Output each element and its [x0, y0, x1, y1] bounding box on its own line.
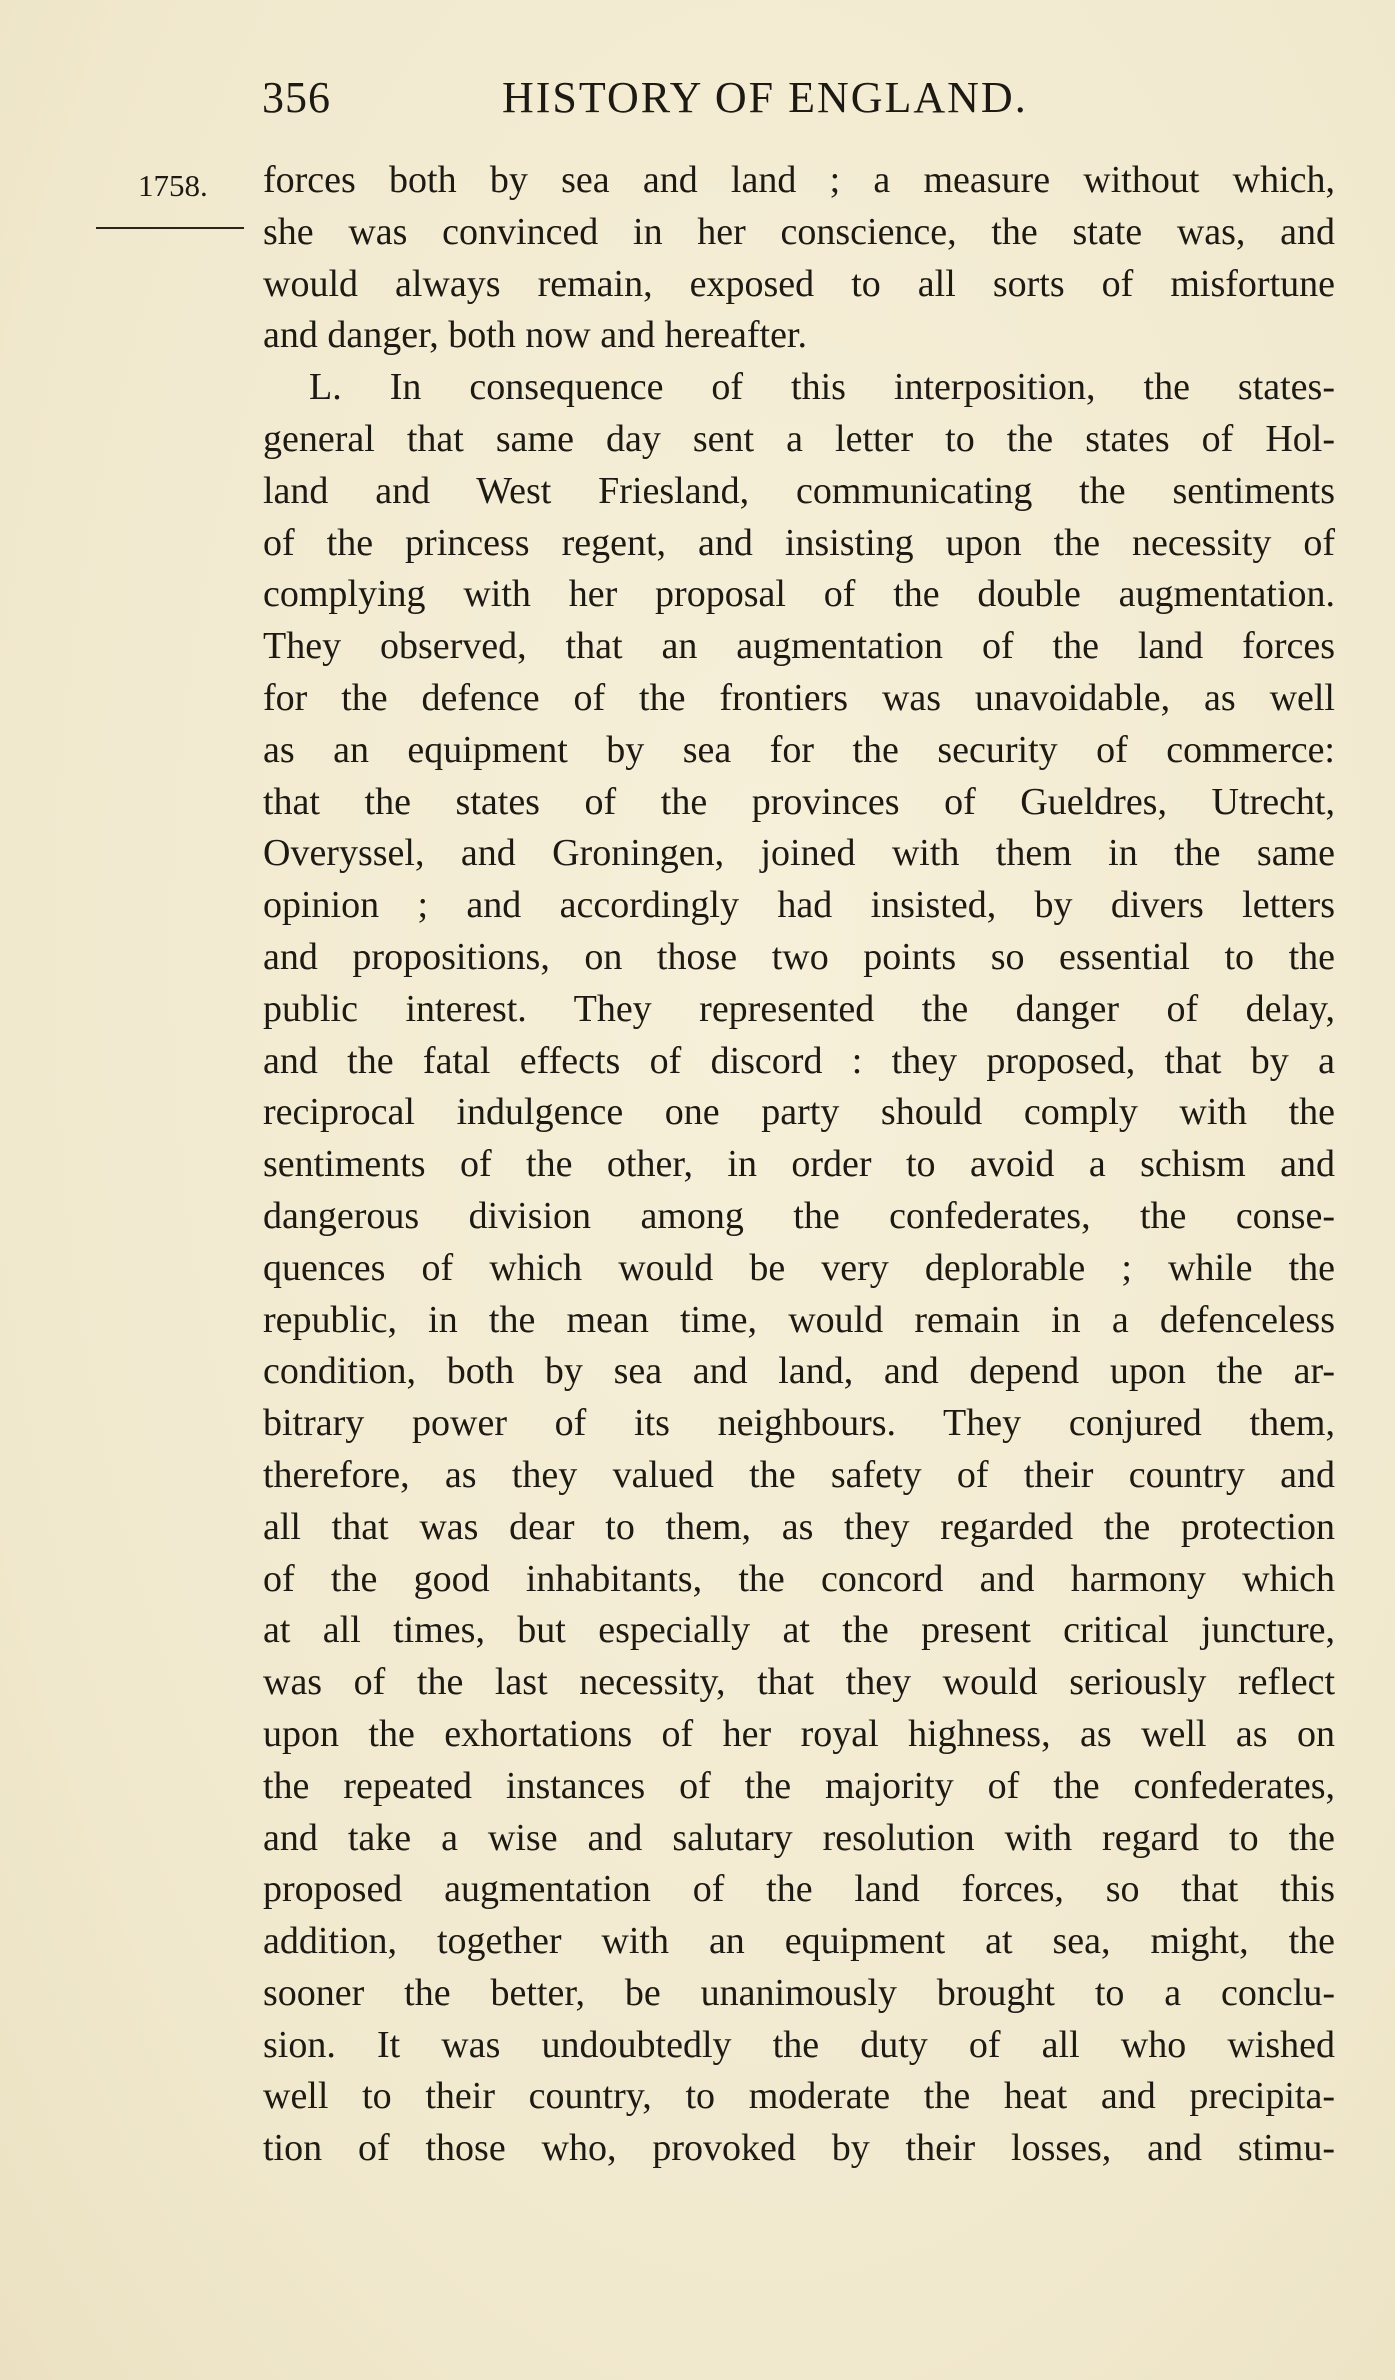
text-line: and danger, both now and hereafter.: [263, 314, 807, 357]
body-text: [263, 155, 1335, 2175]
text-line: all that was dear to them, as they regarded the protection: [263, 1505, 1335, 1548]
text-line: therefore, as they valued the safety of their country and: [263, 1453, 1335, 1496]
text-line: They observed, that an augmentation of the land forces: [263, 625, 1335, 668]
text-line: sooner the better, be unanimously brought to a conclu-: [263, 1971, 1335, 2014]
text-line: and the fatal effects of discord : they proposed, that by a: [263, 1039, 1335, 1082]
text-line: Overyssel, and Groningen, joined with them in the same: [263, 832, 1335, 875]
text-line: complying with her proposal of the double augmentation.: [263, 573, 1335, 616]
text-line: bitrary power of its neighbours. They conjured them,: [263, 1402, 1335, 1445]
text-line: she was convinced in her conscience, the state was, and: [263, 210, 1335, 253]
text-line: that the states of the provinces of Gueldres, Utrecht,: [263, 780, 1335, 823]
text-line: opinion ; and accordingly had insisted, by divers letters: [263, 884, 1335, 927]
running-head: HISTORY OF ENGLAND.: [502, 73, 1028, 122]
text-line: proposed augmentation of the land forces, so that this: [263, 1868, 1335, 1911]
text-line: dangerous division among the confederates, the conse-: [263, 1194, 1335, 1237]
text-line: sion. It was undoubtedly the duty of all who wished: [263, 2023, 1335, 2066]
margin-rule: [96, 227, 244, 229]
page-number: 356: [262, 73, 331, 122]
text-line: public interest. They represented the danger of delay,: [263, 987, 1335, 1030]
text-line: tion of those who, provoked by their losses, and stimu-: [263, 2127, 1335, 2170]
text-line: as an equipment by sea for the security of commerce:: [263, 728, 1335, 771]
text-line: general that same day sent a letter to the states of Hol-: [263, 417, 1335, 460]
text-line: forces both by sea and land ; a measure without which,: [263, 159, 1335, 201]
text-line: at all times, but especially at the present critical juncture,: [263, 1609, 1335, 1652]
text-line: for the defence of the frontiers was unavoidable, as well: [263, 676, 1335, 719]
text-line: was of the last necessity, that they would seriously reflect: [263, 1661, 1335, 1704]
page-header: [262, 72, 1102, 132]
text-line: addition, together with an equipment at sea, might, the: [263, 1920, 1335, 1963]
text-line: sentiments of the other, in order to avoid a schism and: [263, 1143, 1335, 1186]
text-line: and propositions, on those two points so essential to the: [263, 935, 1335, 978]
text-line: quences of which would be very deplorable ; while the: [263, 1246, 1335, 1289]
text-line: would always remain, exposed to all sorts of misfortune: [263, 262, 1335, 305]
text-line: of the princess regent, and insisting upon the necessity of: [263, 521, 1335, 564]
text-line: republic, in the mean time, would remain in a defenceless: [263, 1298, 1335, 1341]
text-line: and take a wise and salutary resolution with regard to the: [263, 1816, 1335, 1859]
text-line: reciprocal indulgence one party should comply with the: [263, 1091, 1335, 1134]
text-line: the repeated instances of the majority of the confederates,: [263, 1764, 1335, 1807]
text-line: L. In consequence of this interposition, the states-: [309, 366, 1335, 409]
text-line: well to their country, to moderate the heat and precipita-: [263, 2075, 1335, 2118]
text-line: upon the exhortations of her royal highness, as well as on: [263, 1712, 1335, 1755]
text-line: of the good inhabitants, the concord and harmony which: [263, 1557, 1335, 1600]
text-line: land and West Friesland, communicating the sentiments: [263, 469, 1335, 512]
margin-year: 1758.: [138, 168, 208, 203]
text-line: condition, both by sea and land, and depend upon the ar-: [263, 1350, 1335, 1393]
